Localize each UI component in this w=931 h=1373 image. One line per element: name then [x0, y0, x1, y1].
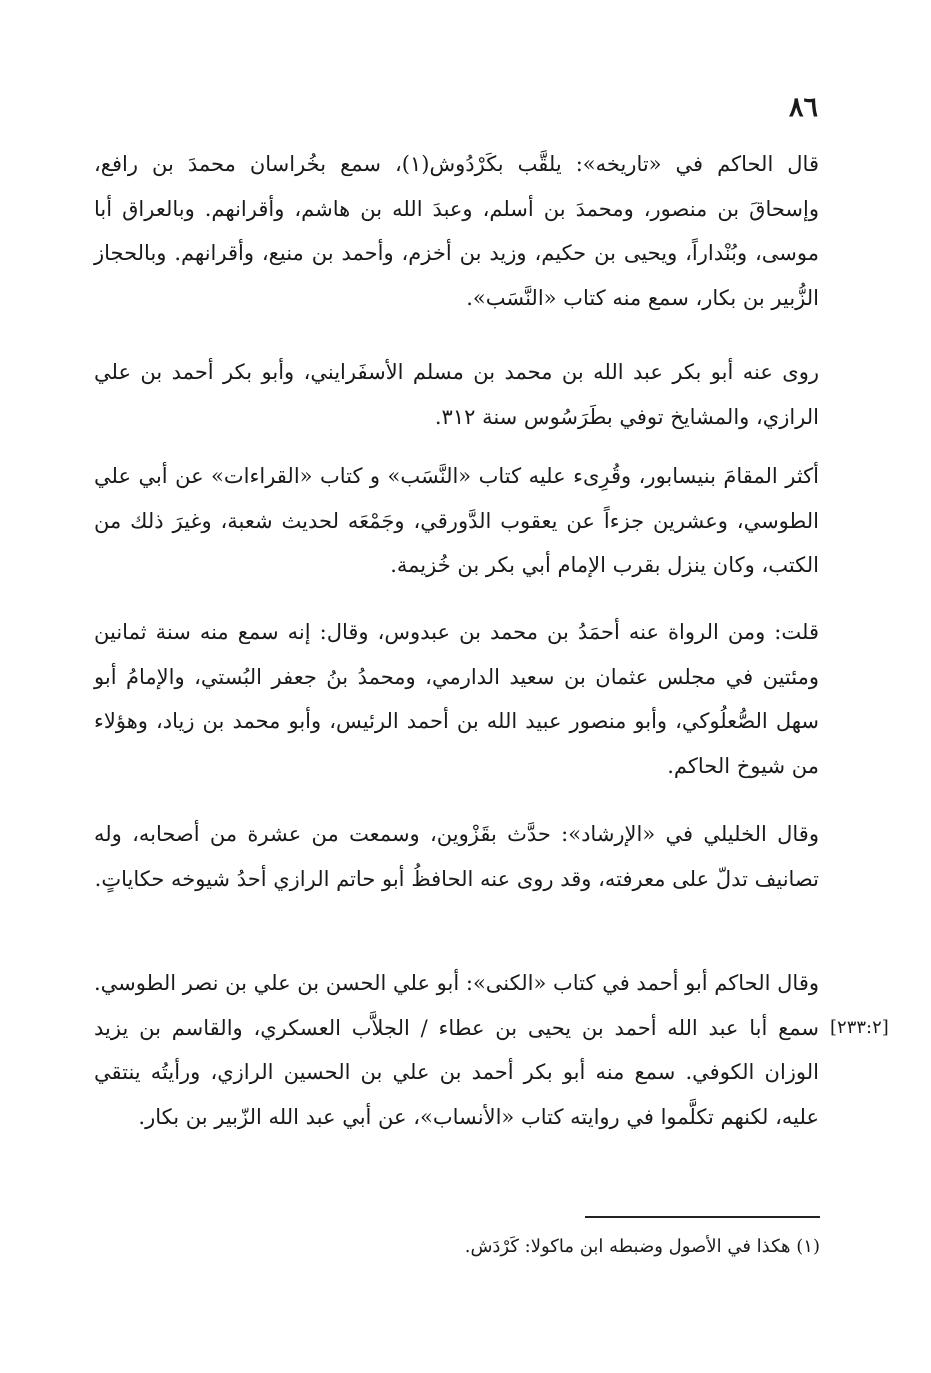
paragraph-hakim-tarikh: قال الحاكم في «تاريخه»: يلقَّب بكَرْدُوش(١)، سمع بخُراسان محمدَ بن رافع، وإسحاقَ بن منصور، ومحمدَ بن أسلم، وعبدَ الله بن هاشم، وأقرانهم. وبالعراق أبا موسى، وبُنْداراً، ويحيى بن حكيم، وزيد بن أخزم، وأحمد بن منيع، وأقرانهم. وبالحجاز الزُّبير بن بكار، سمع منه كتاب «النَّسَب».	[94, 152, 819, 310]
paragraph-khalili: وقال الخليلي في «الإرشاد»: حدَّث بقَزْوين، وسمعت من عشرة من أصحابه، وله تصانيف تدلّ على معرفته، وقد روى عنه الحافظُ أبو حاتم الرازي أحدُ شيوخه حكاياتٍ.	[94, 822, 819, 891]
paragraph-kuna: وقال الحاكم أبو أحمد في كتاب «الكنى»: أبو علي الحسن بن علي بن نصر الطوسي. سمع أبا عبد الله أحمد بن يحيى بن عطاء / الجلاَّب العسكري، والقاسم بن يزيد الوزان الكوفي. سمع منه أبو بكر أحمد بن علي بن الحسين الرازي، ورأيتُه ينتقي عليه، لكنهم تكلَّموا في روايته كتاب «الأنساب»، عن أبي عبد الله الزّبير بن بكار.	[94, 971, 819, 1129]
footnote-divider	[585, 1216, 820, 1218]
page-number: ٨٦	[788, 92, 818, 123]
paragraph-qultu: قلت: ومن الرواة عنه أحمَدُ بن محمد بن عبدوس، وقال: إنه سمع منه سنة ثمانين ومئتين في مجلس عثمان بن سعيد الدارمي، ومحمدُ بنُ جعفر البُستي، والإمامُ أبو سهل الصُّعلُوكي، وأبو منصور عبيد الله بن أحمد الرئيس، وأبو محمد بن زياد، وهؤلاء من شيوخ الحاكم.	[94, 620, 819, 778]
footnote: (١) هكذا في الأصول وضبطه ابن ماكولا: كَرْدَش.	[464, 1236, 820, 1257]
margin-page-reference: [٢٣٣:٢]	[830, 1017, 889, 1038]
paragraph-narrators: روى عنه أبو بكر عبد الله بن محمد بن مسلم الأسفَرايني، وأبو بكر أحمد بن علي الرازي، والمشايخ توفي بطَرَسُوس سنة ٣١٢.	[94, 360, 820, 429]
paragraph-nishapur: أكثر المقامَ بنيسابور، وقُرِىء عليه كتاب «النَّسَب» و كتاب «القراءات» عن أبي علي الطوسي، وعشرين جزءاً عن يعقوب الدَّورقي، وجَمْعَه لحديث شعبة، وغيرَ ذلك من الكتب، وكان ينزل بقرب الإمام أبي بكر بن خُزيمة.	[94, 464, 819, 577]
